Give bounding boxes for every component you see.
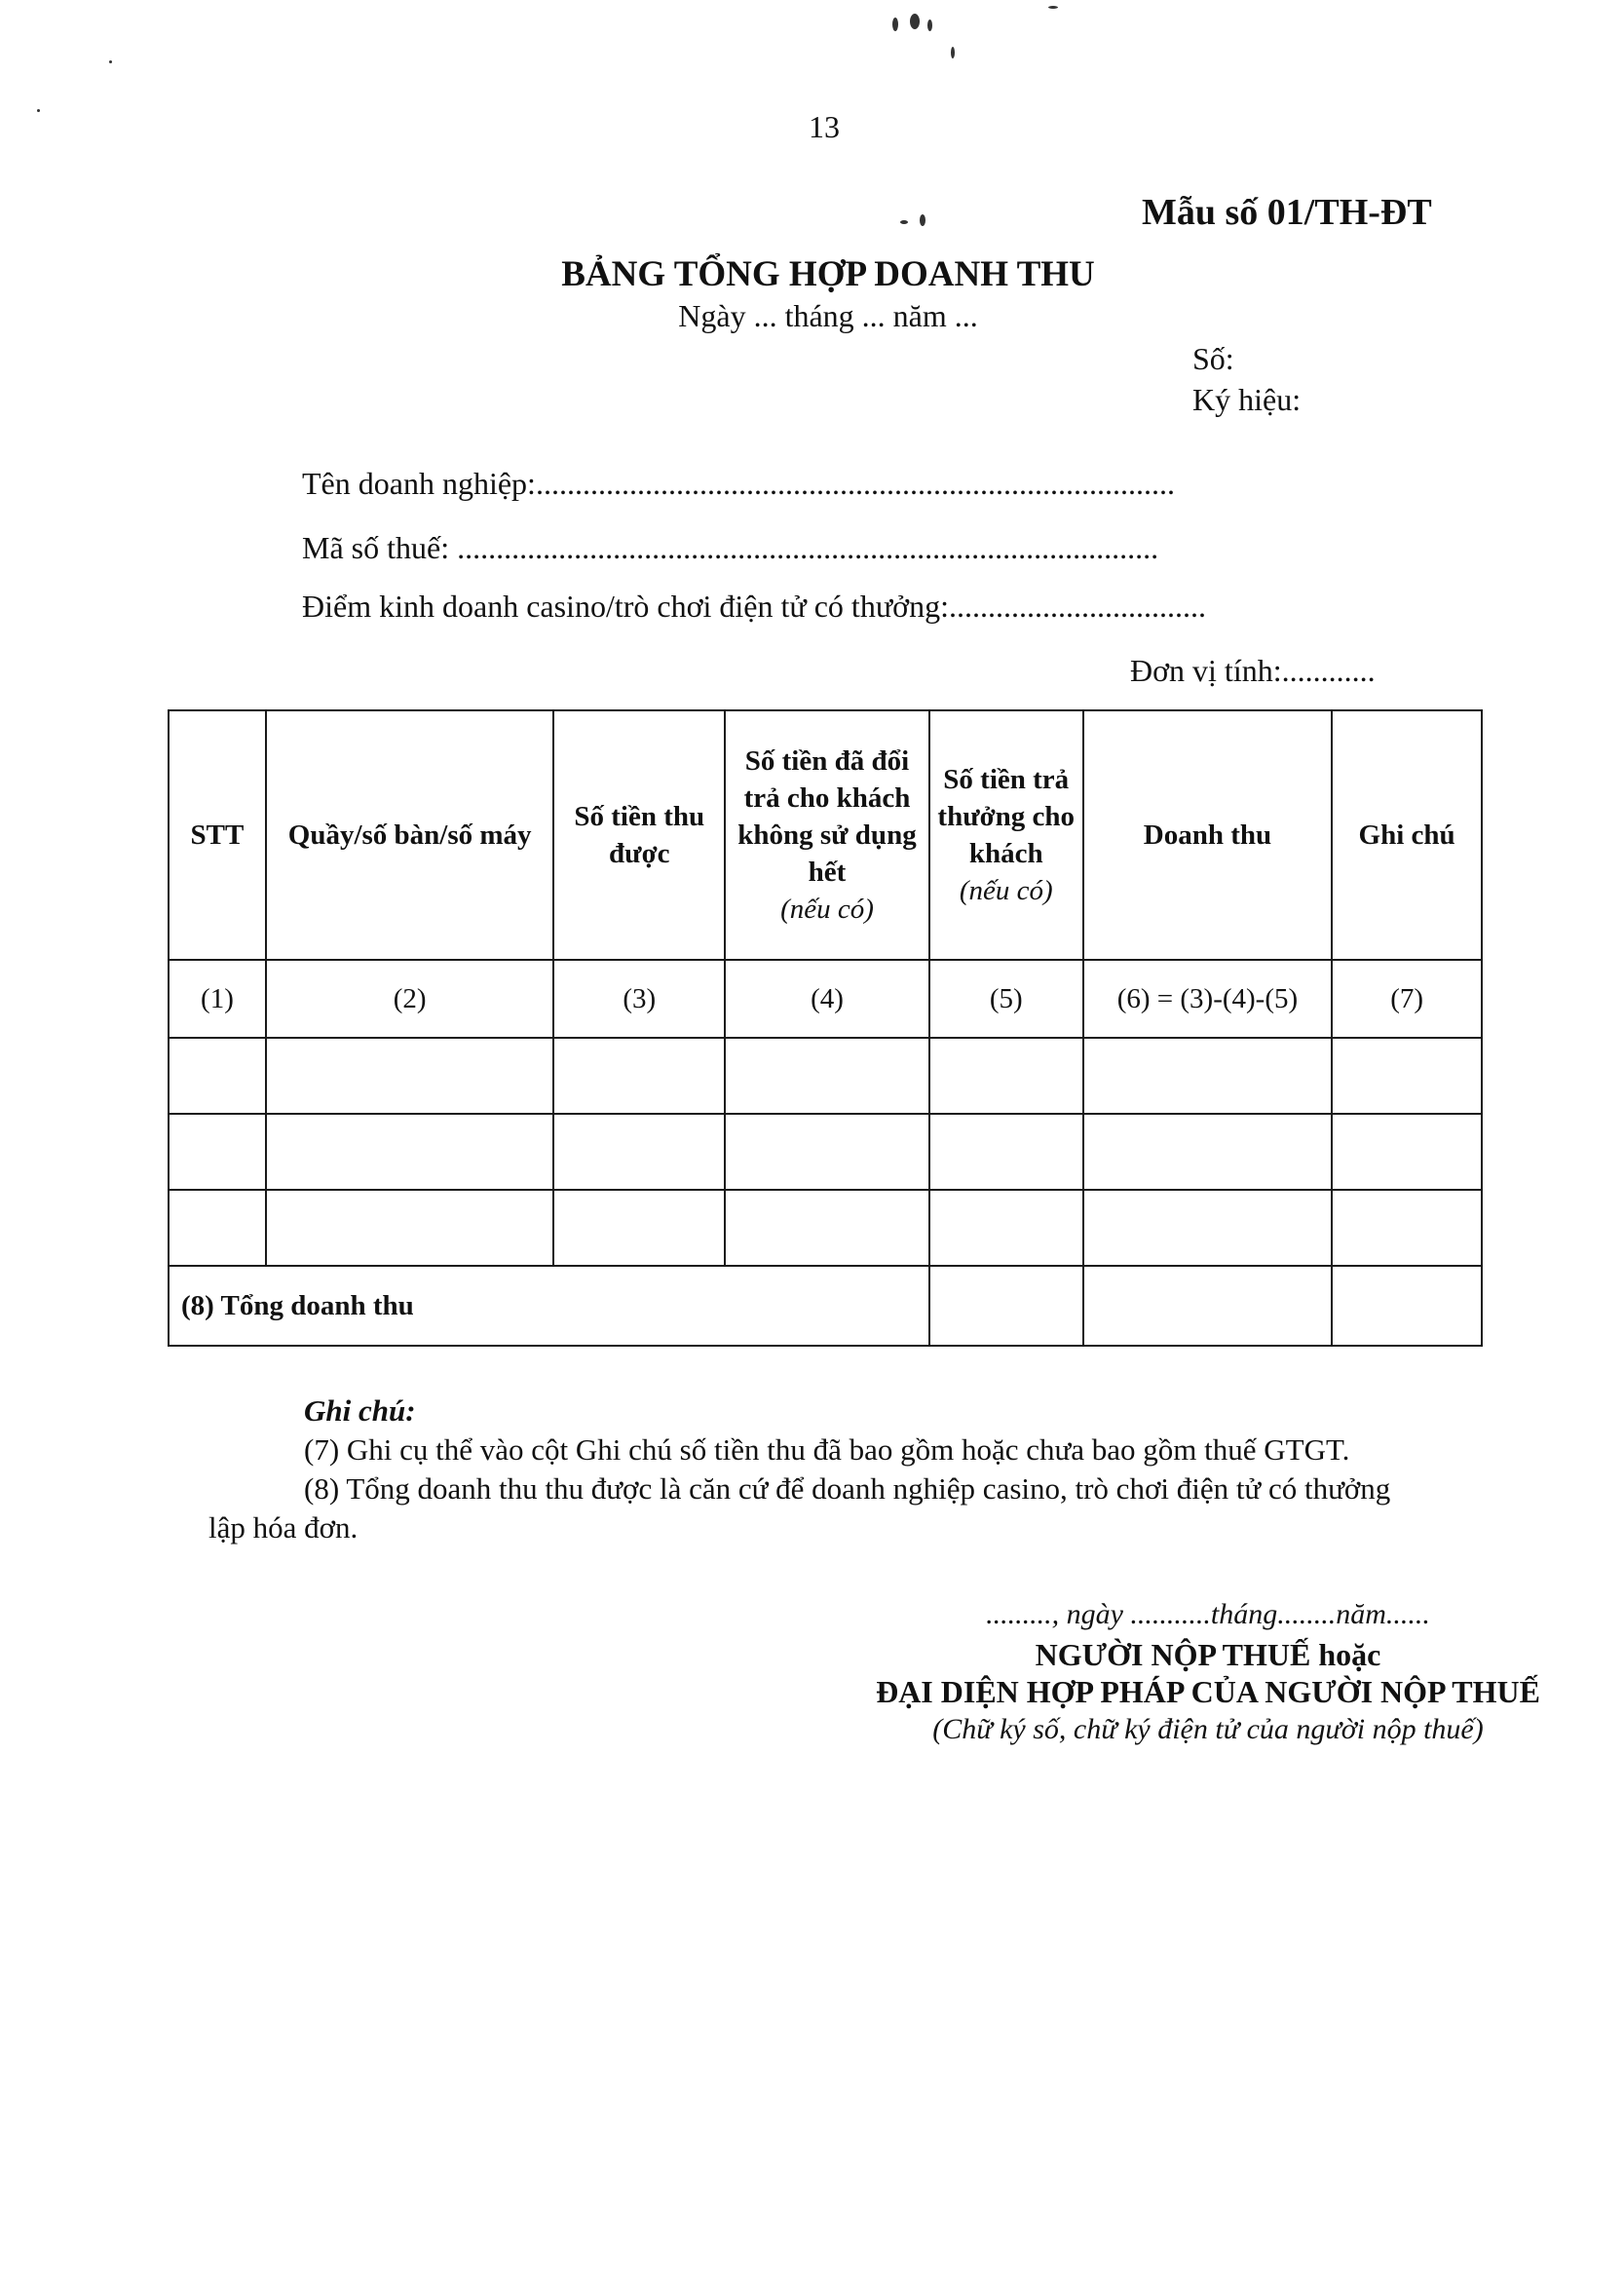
- table-cell: [266, 1190, 554, 1266]
- ky-hieu-label: Ký hiệu:: [1192, 382, 1302, 417]
- scan-speck: [920, 214, 925, 226]
- scan-speck: [910, 14, 920, 29]
- column-number: (6) = (3)-(4)-(5): [1083, 960, 1333, 1038]
- table-header-row: [169, 710, 1482, 960]
- table-cell: [553, 1190, 725, 1266]
- document-date-line: Ngày ... tháng ... năm ...: [678, 298, 978, 333]
- scan-speck: [892, 18, 898, 31]
- table-cell: [1083, 1190, 1333, 1266]
- column-number: (1): [169, 960, 266, 1038]
- column-number: (7): [1332, 960, 1482, 1038]
- note-line-8-continuation: lập hóa đơn.: [208, 1510, 359, 1544]
- column-header-amount-refunded: Số tiền đã đổi trả cho khách không sử dụng hết (nếu có): [725, 710, 929, 960]
- column-number: (4): [725, 960, 929, 1038]
- table-row: [169, 1038, 1482, 1114]
- revenue-table: [168, 709, 1483, 1347]
- table-cell: [553, 1114, 725, 1190]
- page-number: 13: [809, 109, 840, 144]
- column-number-row: [169, 960, 1482, 1038]
- table-cell: [1083, 1114, 1333, 1190]
- so-label: Số:: [1192, 341, 1234, 376]
- business-location-field: Điểm kinh doanh casino/trò chơi điện tử có thưởng:.................................: [302, 589, 1206, 624]
- table-cell: [1083, 1038, 1333, 1114]
- table-cell: [169, 1114, 266, 1190]
- column-header-prize-paid: Số tiền trả thưởng cho khách (nếu có): [929, 710, 1083, 960]
- notes-title: Ghi chú:: [304, 1393, 416, 1428]
- total-row: [169, 1266, 1482, 1346]
- column-number: (2): [266, 960, 554, 1038]
- scan-speck: [927, 19, 932, 31]
- column-header-revenue: Doanh thu: [1083, 710, 1333, 960]
- column-number: (3): [553, 960, 725, 1038]
- table-cell: [725, 1038, 929, 1114]
- table-cell: [929, 1038, 1083, 1114]
- form-code: Mẫu số 01/TH-ĐT: [1142, 192, 1432, 233]
- table-cell: [725, 1190, 929, 1266]
- table-cell: [169, 1038, 266, 1114]
- business-name-field: Tên doanh nghiệp:..................................................................................: [302, 466, 1175, 501]
- table-cell: [169, 1190, 266, 1266]
- table-cell: [929, 1190, 1083, 1266]
- table-cell: [1332, 1038, 1482, 1114]
- scan-speck: [951, 47, 955, 58]
- table-cell: [553, 1038, 725, 1114]
- note-line-8: (8) Tổng doanh thu thu được là căn cứ để doanh nghiệp casino, trò chơi điện tử có thưởng: [304, 1471, 1391, 1506]
- signature-date-line: ........., ngày ...........tháng........năm......: [986, 1598, 1430, 1630]
- column-header-stt: STT: [169, 710, 266, 960]
- scan-speck: [37, 109, 40, 112]
- column-number: (5): [929, 960, 1083, 1038]
- note-line-7: (7) Ghi cụ thể vào cột Ghi chú số tiền thu đã bao gồm hoặc chưa bao gồm thuế GTGT.: [304, 1432, 1350, 1467]
- scan-speck: [109, 60, 112, 63]
- table-cell: [266, 1038, 554, 1114]
- table-row: [169, 1190, 1482, 1266]
- signature-title-representative: ĐẠI DIỆN HỢP PHÁP CỦA NGƯỜI NỘP THUẾ: [876, 1674, 1540, 1709]
- table-cell: [1332, 1114, 1482, 1190]
- scan-speck: [1048, 6, 1058, 9]
- total-revenue-label: (8) Tổng doanh thu: [169, 1266, 929, 1346]
- table-cell: [725, 1114, 929, 1190]
- table-cell: [1332, 1266, 1482, 1346]
- unit-field: Đơn vị tính:............: [1130, 653, 1376, 688]
- table-row: [169, 1114, 1482, 1190]
- scan-speck: [900, 220, 908, 224]
- tax-code-field: Mã số thuế: ..........................................................................................: [302, 530, 1159, 565]
- document-title: BẢNG TỔNG HỢP DOANH THU: [561, 254, 1095, 294]
- column-header-notes: Ghi chú: [1332, 710, 1482, 960]
- column-header-counter: Quầy/số bàn/số máy: [266, 710, 554, 960]
- table-cell: [1332, 1190, 1482, 1266]
- signature-title: NGƯỜI NỘP THUẾ hoặc: [1035, 1637, 1381, 1672]
- column-header-amount-collected: Số tiền thu được: [553, 710, 725, 960]
- table-cell: [266, 1114, 554, 1190]
- table-cell: [929, 1266, 1083, 1346]
- signature-note: (Chữ ký số, chữ ký điện tử của người nộp thuế): [932, 1713, 1484, 1745]
- table-cell: [1083, 1266, 1333, 1346]
- table-cell: [929, 1114, 1083, 1190]
